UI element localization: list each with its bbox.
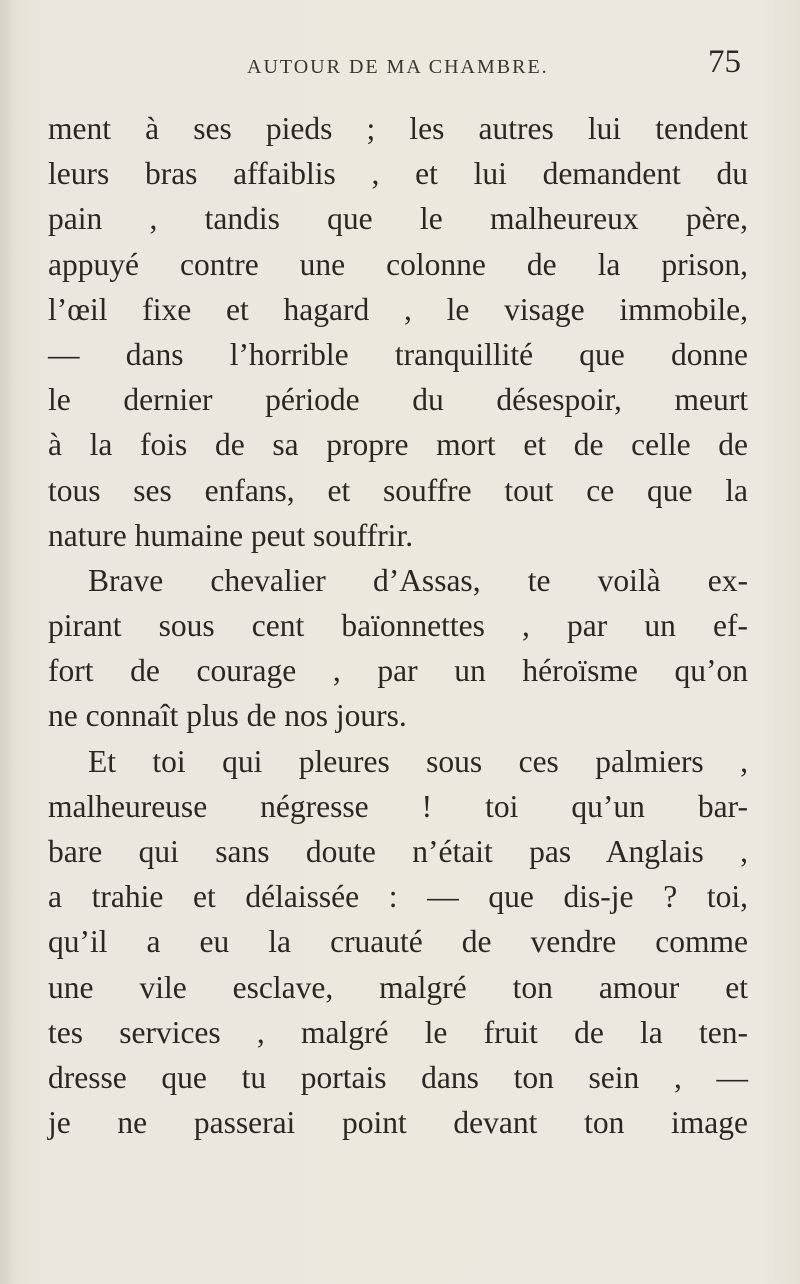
text-line: fort de courage , par un héroïsme qu’on [48,653,748,689]
text-line: nature humaine peut souffrir. [48,517,414,553]
text-line: tes services , malgré le fruit de la ten- [48,1014,748,1050]
page-number: 75 [708,44,741,80]
binding-shadow [0,0,14,1284]
text-line: qu’il a eu la cruauté de vendre comme [48,924,748,960]
text-line: a trahie et délaissée : — que dis-je ? toi, [48,879,748,915]
body-text [48,106,748,1145]
text-line: le dernier période du désespoir, meurt [48,382,748,418]
text-line: ment à ses pieds ; les autres lui tendent [48,111,748,146]
text-line: tous ses enfans, et souffre tout ce que la [48,472,748,508]
text-line: à la fois de sa propre mort et de celle de [48,427,748,463]
text-line: pain , tandis que le malheureux père, [48,201,748,237]
text-line: ne connaît plus de nos jours. [48,698,407,734]
text-line: une vile esclave, malgré ton amour et [48,969,748,1005]
running-head: AUTOUR DE MA CHAMBRE. [247,56,549,78]
text-line: leurs bras affaiblis , et lui demandent du [48,156,748,192]
text-line: malheureuse négresse ! toi qu’un bar- [48,788,748,824]
text-line: Brave chevalier d’Assas, te voilà ex- [88,562,748,598]
text-line: pirant sous cent baïonnettes , par un ef- [48,608,748,644]
text-line: l’œil fixe et hagard , le visage immobile, [48,291,748,327]
text-line: — dans l’horrible tranquillité que donne [48,336,748,372]
text-line: appuyé contre une colonne de la prison, [48,246,748,282]
text-line: Et toi qui pleures sous ces palmiers , [88,743,748,779]
text-line: je ne passerai point devant ton image [48,1105,748,1141]
page-header [0,44,800,90]
text-line: bare qui sans doute n’était pas Anglais , [48,834,748,869]
text-line: dresse que tu portais dans ton sein , — [48,1059,748,1095]
